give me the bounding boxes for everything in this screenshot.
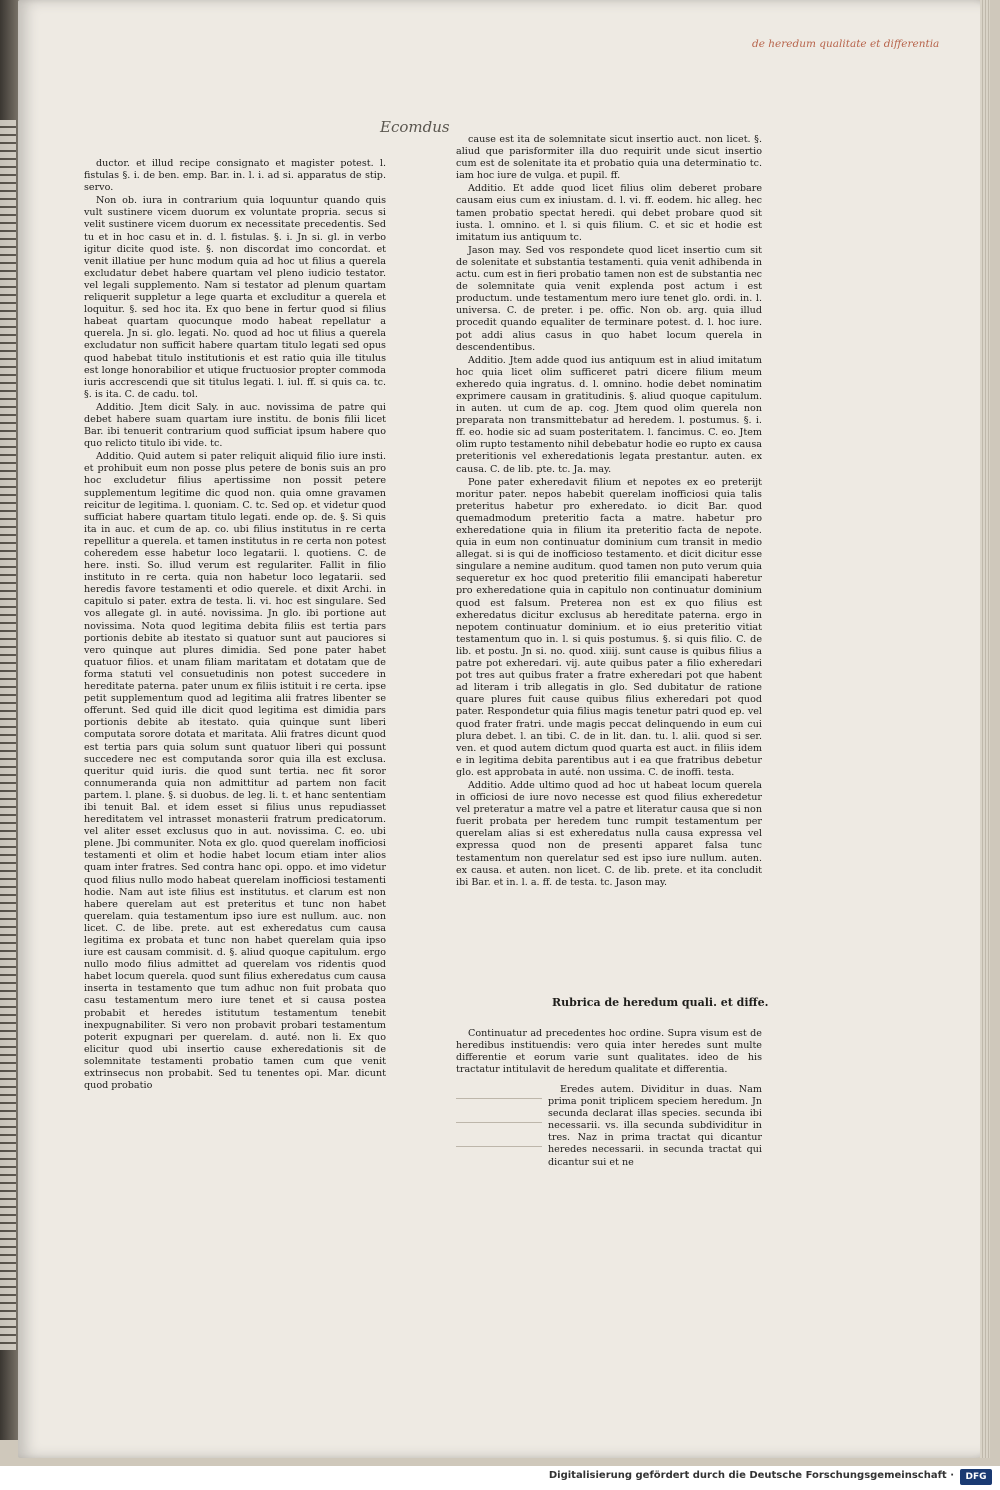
page-fore-edge (980, 0, 990, 1458)
faint-ruling (456, 1146, 542, 1147)
paragraph: Additio. Jtem dicit Saly. in auc. novissima de patre qui debet habere suam quartam iure institu. de bonis filii licet Bar. ibi tenuerit contrarium quod sufficiat ipsum habere quo quo relicto titulo ibi vide. tc. (84, 401, 386, 450)
paragraph: Additio. Adde ultimo quod ad hoc ut habeat locum querela in officiosi de iure novo necesse est quod filius exheredetur vel preteratur a matre vel a patre et literatur causa que si non fuerit probata per heredem tunc rumpit testamentum per querelam alias si est exheredatus nulla causa expressa vel expressa quod non de presenti apparet falsa tunc testamentum non querelatur sed est ipso iure nullum. auten. ex causa. et auten. non licet. C. de lib. prete. et ita concludit ibi Bar. et in. l. a. ff. de testa. tc. Jason may. (456, 779, 762, 888)
faint-ruling (456, 1098, 542, 1099)
text-column-right (456, 134, 762, 1004)
margin-annotation: de heredum qualitate et differentia (752, 38, 940, 50)
paragraph: Non ob. iura in contrarium quia loquuntur quando quis vult sustinere vicem duorum ex voluntate propria. secus si velit sustinere vicem duorum ex necessitate precedentis. Sed tu et in hoc casu et in. d. l. fistulas. §. i. Jn si. gl. in verbo igitur dicite quod iste. §. non discordat imo concordat. et venit illatiue per hunc modum quia ad hoc ut filius a querela excludatur debet habere quartam vel pleno iudicio testator. vel legali supplemento. Nam si testator ad plenum quartam reliquerit suppletur a lege quarta et excluditur a querela et loquitur. §. sed hoc ita. Ex quo bene in fertur quod si filius habeat quartam quocunque modo habeat repellatur a querela. Jn si. glo. legati. No. quod ad hoc ut filius a querela excludatur non sufficit habere quartam titulo legati sed opus quod habebat titulo institutionis et est ratio quia ille titulus est longe honorabilior et utique fructuosior propter commoda iuris accrescendi que sit titulus legati. l. iul. ff. si quis ca. tc. §. is ita. C. de cadu. tol. (84, 195, 386, 400)
paragraph: ductor. et illud recipe consignato et magister potest. l. fistulas §. i. de ben. emp. Bar. in. l. i. ad si. apparatus de stip. servo. (84, 158, 386, 194)
header-annotation: Ecomdus (380, 118, 450, 136)
text-column-left (84, 158, 386, 1198)
rubric-heading: Rubrica de heredum quali. et diffe. (552, 996, 769, 1009)
dfg-logo: DFG (960, 1469, 992, 1485)
paragraph: Additio. Quid autem si pater reliquit aliquid filio iure insti. et prohibuit eum non posse plus petere de bonis suis an pro hoc excludetur filius apertissime non possit petere supplementum legitime dic quod non. quia omne gravamen reicitur de legitima. l. quoniam. C. tc. Sed op. et videtur quod sufficiat habere quartam titulo legati. ende op. de. §. Si quis ita in auc. et cum de ap. co. ubi filius institutus in re certa repellitur a querela. et tamen institutus in re certa non potest coheredem esse habetur loco legatarii. l. quotiens. C. de here. insti. So. illud verum est regulariter. Fallit in filio instituto in re certa. quia non habetur loco legatarii. sed heredis favore testamenti et odio querele. et dixit Archi. in capitulo si pater. extra de testa. li. vi. hoc est singulare. Sed vos allegate gl. in auté. novissima. Jn glo. ibi portione aut novissima. Nota quod legitima debita filiis est tertia pars portionis debite ab itestato si quatuor sunt aut pauciores si vero quinque aut plures dimidia. Sed pone pater habet quatuor filios. et unam filiam maritatam et dotatam que de forma statuti vel consuetudinis non potest succedere in hereditate paterna. pater unum ex filiis istituit i re certa. ipse petit supplementum quod ad legitima alii fratres libenter se offerunt. Sed quid ille dicit quod legitima est dimidia pars portionis debite ab itestato. quia quinque sunt liberi computata sorore dotata et maritata. Alii fratres dicunt quod est tertia pars quia solum sunt quatuor liberi qui possunt succedere nec est computanda soror quia illa est exclusa. queritur quid iuris. die quod sunt tertia. nec fit soror connumeranda quia non admittitur ad partem non facit partem. l. plane. §. si duobus. de leg. li. t. et hanc sententiam ibi tenuit Bal. et idem esset si filius unus repudiasset hereditatem vel intrasset monasterii fratrum predicatorum. vel aliter esset exclusus quo in aut. novissima. C. eo. ubi plene. Jbi communiter. Nota ex glo. quod querelam inofficiosi testamenti et olim et hodie habet locum etiam inter alios quam inter fratres. Sed contra hanc opi. oppo. et imo videtur quod filius nullo modo habeat querelam inofficiosi testamenti hodie. Nam aut iste filius est institutus. et clarum est non habere querelam aut est preteritus et tunc non habet querelam. quia testamentum ipso iure est nullum. auc. non licet. C. de libe. prete. aut est exheredatus cum causa legitima ex probata et tunc non habet querelam quia ipso iure est causam commisit. d. §. aliud quoque capitulum. ergo nullo modo filius admittet ad querelam vos ridentis quod habet locum querela. quod sunt filius exheredatus cum causa inserta in testamento que tum adhuc non fuit probata quo casu testamentum mero iure tenet et si causa postea probabit et heredes istitutum testamentum tenebit inexpugnabiliter. Si vero non probavit probari testamentum poterit expugnari per querelam. d. auté. non li. Ex quo elicitur quod ubi insertio cause exheredationis sit de solemnitate testamenti probatio tamen cum que venit extrinsecus non probabit. Sed tu tenentes opi. Mar. dicunt quod probatio (84, 451, 386, 1092)
text-column-indented (548, 1084, 762, 1184)
facing-page-edge (0, 120, 16, 1350)
paragraph: cause est ita de solemnitate sicut insertio auct. non licet. §. aliud que parisformiter illa duo requirit unde sicut insertio cum est de solenitate ita et probatio quia una determinatio tc. iam hoc iure de vulga. et pupil. ff. (456, 134, 762, 182)
footer-bar (0, 1466, 1000, 1490)
paragraph: Continuatur ad precedentes hoc ordine. Supra visum est de heredibus instituendis: vero quia inter heredes sunt multe differentie et eorum varie sunt qualitates. ideo de his tractatur intitulavit de heredum qualitate et differentia. (456, 1028, 762, 1076)
paragraph: Additio. Et adde quod licet filius olim deberet probare causam eius cum ex iniustam. d. l. vi. ff. eodem. hic alleg. hec tamen probatio spectat heredi. qui debet probare quod sit iusta. l. omnino. et l. si quis filium. C. et sic et hodie est imitatum ius antiquum tc. (456, 183, 762, 243)
rubric-intro (456, 1028, 762, 1084)
paragraph: Jason may. Sed vos respondete quod licet insertio cum sit de solenitate et substantia testamenti. quia venit adhibenda in actu. cum est in fieri probatio tamen non est de substantia nec de solemnitate quia venit explenda post actum i est productum. unde testamentum mero iure tenet glo. ordi. in. l. universa. C. de preter. i pe. offic. Non ob. arg. quia illud procedit quando equaliter de terminare potest. d. l. hoc iure. pot addi alius casus in quo habet locum querela in descendentibus. (456, 244, 762, 353)
paragraph: Additio. Jtem adde quod ius antiquum est in aliud imitatum hoc quia licet olim sufficeret patri dicere filium meum exheredo quia ingratus. d. l. omnino. hodie debet nominatim exprimere causam in gratitudinis. §. aliud quoque capitulum. in auten. ut cum de ap. cog. Jtem quod olim querela non preparata non transmittebatur ad heredem. l. postumus. §. i. ff. eo. hodie sic ad suam posteritatem. l. fancimus. C. eo. Jtem olim rupto testamento nihil debebatur hodie eo rupto ex causa preteritionis vel exheredationis legata prestantur. auten. ex causa. C. de lib. pte. tc. Ja. may. (456, 354, 762, 475)
paragraph: Pone pater exheredavit filium et nepotes ex eo preterijt moritur pater. nepos habebit querelam inofficiosi quia talis preteritus habetur pro exheredato. io dicit Bar. quod quemadmodum preteritio facta a matre. habetur pro exheredatione quia in filium ita preteritio facta de nepote. quia in eum non continuatur dominium cum transit in medio allegat. si is qui de inofficioso testamento. et dicit dicitur esse singulare a nemine auditum. quod tamen non puto verum quia sequeretur ex hoc quod preteritio filii emancipati haberetur pro exheredatione quia in capitulo non continuatur dominium quod est falsum. Preterea non est ex quo filius est exheredatus dicitur exclusus ab hereditate paterna. ergo in nepotem continuatur dominium. et io eius preteritio vitiat testamentum quo in. l. si quis postumus. §. si quis filio. C. de lib. et postu. Jn si. no. quod. xiiij. sunt cause is quibus filius a patre pot exheredari. vij. aute quibus pater a filio exheredari pot tres aut quibus frater a fratre exheredari pot que habent ad literam i trib allegatis in glo. Sed dubitatur de ratione quare plures fuit cause quibus filius exheredari pot quod pater. Respondetur quia filius magis tenetur patri quod ep. vel quod frater fratri. unde magis peccat delinquendo in eum cui plura debet. l. an tibi. C. de in lit. dan. tu. l. alii. quod si ser. ven. et quod autem dictum quod quarta est auct. in filiis idem e in legitima debita parentibus aut i ea que fratribus debetur glo. est approbata in auté. non ussima. C. de inoffi. testa. (456, 476, 762, 778)
faint-ruling (456, 1122, 542, 1123)
funding-credit: Digitalisierung gefördert durch die Deutsche Forschungsgemeinschaft · (548, 1470, 954, 1481)
paragraph: Eredes autem. Dividitur in duas. Nam prima ponit triplicem speciem heredum. Jn secunda declarat illas species. secunda ibi necessarii. vs. illa secunda subdividitur in tres. Naz in prima tractat qui dicantur heredes necessarii. in secunda tractat qui dicantur sui et ne (548, 1084, 762, 1168)
initial-space (456, 1084, 542, 1180)
